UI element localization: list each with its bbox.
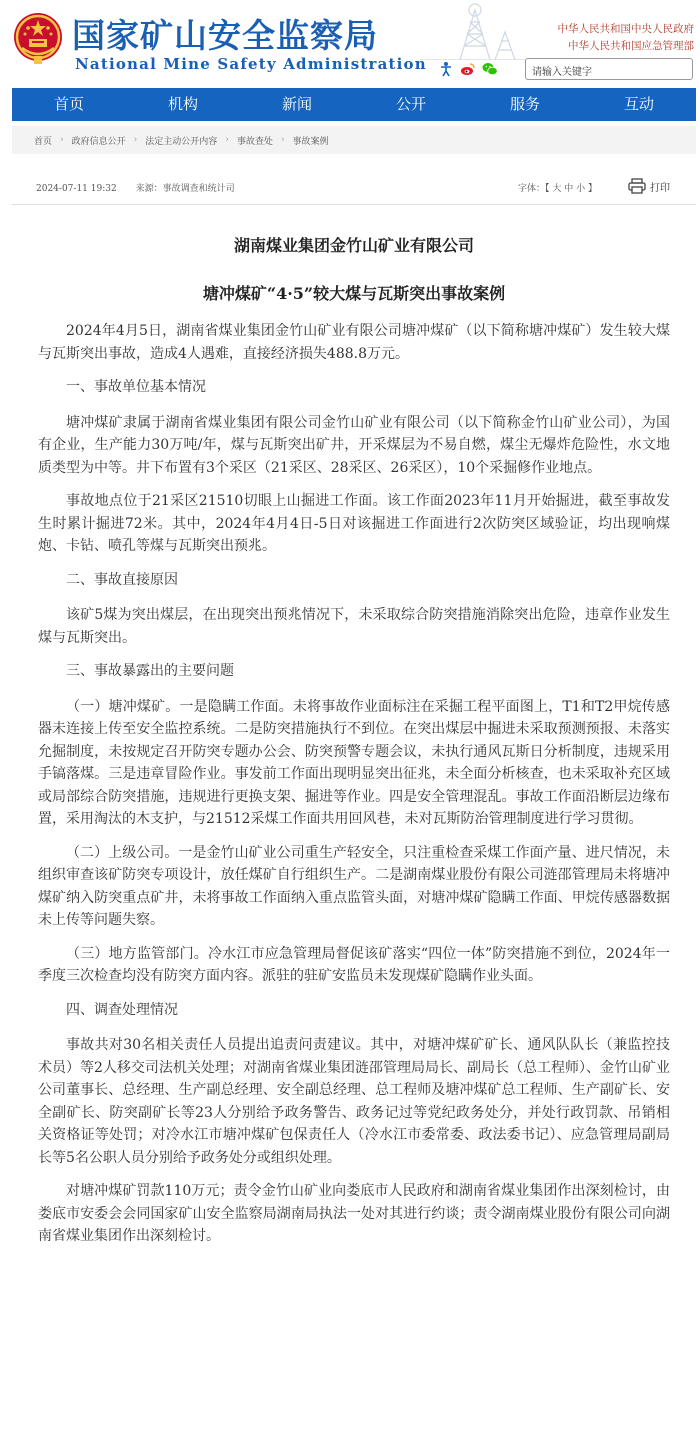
nav-item-interaction[interactable]: 互动 [623,95,654,113]
article-paragraph: （二）上级公司。一是金竹山矿业公司重生产轻安全，只注重检查采煤工作面产量、进尺情况，未组织审查该矿防突专项设计，放任煤矿自行组织生产。二是湖南煤业股份有限公司涟邵管理局未将塘冲煤矿纳入防突重点矿井，未将事故工作面纳入重点监管头面，对塘冲煤矿隐瞒工作面、甲烷传感器数据未上传等问题失察。 [38,844,670,928]
breadcrumb-gov-info[interactable]: 政府信息公开 [71,136,126,147]
breadcrumb-accident-handling[interactable]: 事故查处 [236,136,273,147]
site-title-cn[interactable]: 国家矿山安全监察局 [72,16,378,55]
section-heading: 三、事故暴露出的主要问题 [66,663,234,679]
breadcrumb-separator: › [133,135,138,145]
article-paragraph: 该矿5煤为突出煤层，在出现突出预兆情况下，未采取综合防突措施消除突出危险，违章作业发生煤与瓦斯突出。 [38,607,670,646]
article-body [38,234,670,1259]
breadcrumb-separator: › [225,135,229,145]
printer-icon [628,178,646,194]
gov-links [558,21,695,55]
section-heading: 二、事故直接原因 [66,571,178,588]
print-label: 打印 [650,182,670,194]
article-paragraph: 塘冲煤矿隶属于湖南省煤业集团有限公司金竹山矿业有限公司（以下简称金竹山矿业公司），为国有企业，生产能力30万吨/年，煤与瓦斯突出矿井，开采煤层为不易自燃，煤尘无爆炸危险性，水文地质类型为中等。井下布置有3个采区（21采区、28采区、26采区），10个采掘修作业地点。 [38,414,670,476]
wechat-icon[interactable] [482,61,498,77]
article-source: 来源：事故调查和统计司 [135,184,235,194]
article-paragraph: 事故共对30名相关责任人员提出追责问责建议。其中，对塘冲煤矿矿长、通风队队长（兼监控技术员）等2人移交司法机关处理；对湖南省煤业集团涟邵管理局局长、副局长（总工程师）、金竹山矿业公司董事长、总经理、生产副总经理、安全副总经理、总工程师及塘冲煤矿总工程师、生产副矿长、安全副矿长、防突副矿长等23人分别给予政务警告、政务记过等党纪政务处分，并处行政罚款、吊销相关资格证等处罚；对冷水江市塘冲煤矿包保责任人（冷水江市委常委、政法委书记）、应急管理局副局长等5名公职人员分别给予政务处分或组织处理。 [38,1037,670,1166]
breadcrumb-statutory[interactable]: 法定主动公开内容 [145,136,218,147]
national-emblem-icon[interactable] [12,10,64,66]
breadcrumb-separator: › [60,135,64,145]
headframe-decoration [420,2,540,60]
nav-item-news[interactable]: 新闻 [281,95,312,113]
print-button[interactable] [628,178,670,194]
social-links [438,61,498,77]
article-paragraph: 对塘冲煤矿罚款110万元；责令金竹山矿业向娄底市人民政府和湖南省煤业集团作出深刻检讨，由娄底市安委会会同国家矿山安全监察局湖南局执法一处对其进行约谈；责令湖南煤业股份有限公司向湖南省煤业集团作出深刻检讨。 [38,1183,670,1244]
section-heading: 四、调查处理情况 [66,1001,178,1018]
font-size-selector[interactable]: 字体：【 大 中 小 】 [518,184,597,194]
nav-item-disclosure[interactable]: 公开 [395,95,426,113]
breadcrumb-home[interactable]: 首页 [34,136,53,147]
site-title-en[interactable]: National Mine Safety Administration [75,55,427,73]
article-title-line2: 塘冲煤矿“4·5”较大煤与瓦斯突出事故案例 [202,284,506,303]
site-header [0,0,700,86]
search-input[interactable]: 请输入关键字 [525,58,693,80]
nav-item-organization[interactable]: 机构 [167,95,198,113]
link-central-government[interactable]: 中华人民共和国中央人民政府 [557,23,694,35]
meta-divider [12,204,696,205]
weibo-icon[interactable] [460,61,476,77]
breadcrumb [12,126,696,154]
nav-item-home[interactable]: 首页 [53,95,84,113]
article-paragraph: 事故地点位于21采区21510切眼上山掘进工作面。该工作面2023年11月开始掘进，截至事故发生时累计掘进72米。其中，2024年4月4日-5日对该掘进工作面进行2次防突区域验证，均出现响煤炮、卡钻、喷孔等煤与瓦斯突出预兆。 [38,493,670,554]
section-heading: 一、事故单位基本情况 [66,379,206,395]
publish-datetime: 2024-07-11 19:32 [36,184,117,194]
article-paragraph: （三）地方监管部门。冷水江市应急管理局督促该矿落实“四位一体”防突措施不到位，2024年一季度三次检查均没有防突方面内容。派驻的驻矿安监员未发现煤矿隐瞒作业头面。 [38,945,670,984]
article-paragraph: 2024年4月5日，湖南省煤业集团金竹山矿业有限公司塘冲煤矿（以下简称塘冲煤矿）发生较大煤与瓦斯突出事故，造成4人遇难，直接经济损失488.8万元。 [38,323,670,362]
accessibility-icon[interactable] [438,61,454,77]
nav-item-service[interactable]: 服务 [509,95,540,113]
article-paragraph: （一）塘冲煤矿。一是隐瞒工作面。未将事故作业面标注在采掘工程平面图上，T1和T2甲烷传感器未连接上传至安全监控系统。二是防突措施执行不到位。在突出煤层中掘进未采取预测预报、未落实允掘制度，未按规定召开防突专题办公会、防突预警专题会议，未执行通风瓦斯日分析制度，违规采用手镐落煤。三是违章冒险作业。事发前工作面出现明显突出征兆，未全面分析核查，也未采取补充区域或局部综合防突措施，违规进行更换支架、掘进等作业。四是安全管理混乱。事故工作面沿断层边缘布置，采用淘汰的木支护，与21512采煤工作面共用回风巷，未对瓦斯防治管理制度进行学习贯彻。 [38,698,670,827]
article-meta [36,181,235,194]
main-nav [12,88,696,121]
breadcrumb-separator: › [280,135,285,145]
article-title-line1: 湖南煤业集团金竹山矿业有限公司 [233,236,474,255]
breadcrumb-accident-cases[interactable]: 事故案例 [292,136,329,147]
link-emergency-ministry[interactable]: 中华人民共和国应急管理部 [568,40,694,52]
